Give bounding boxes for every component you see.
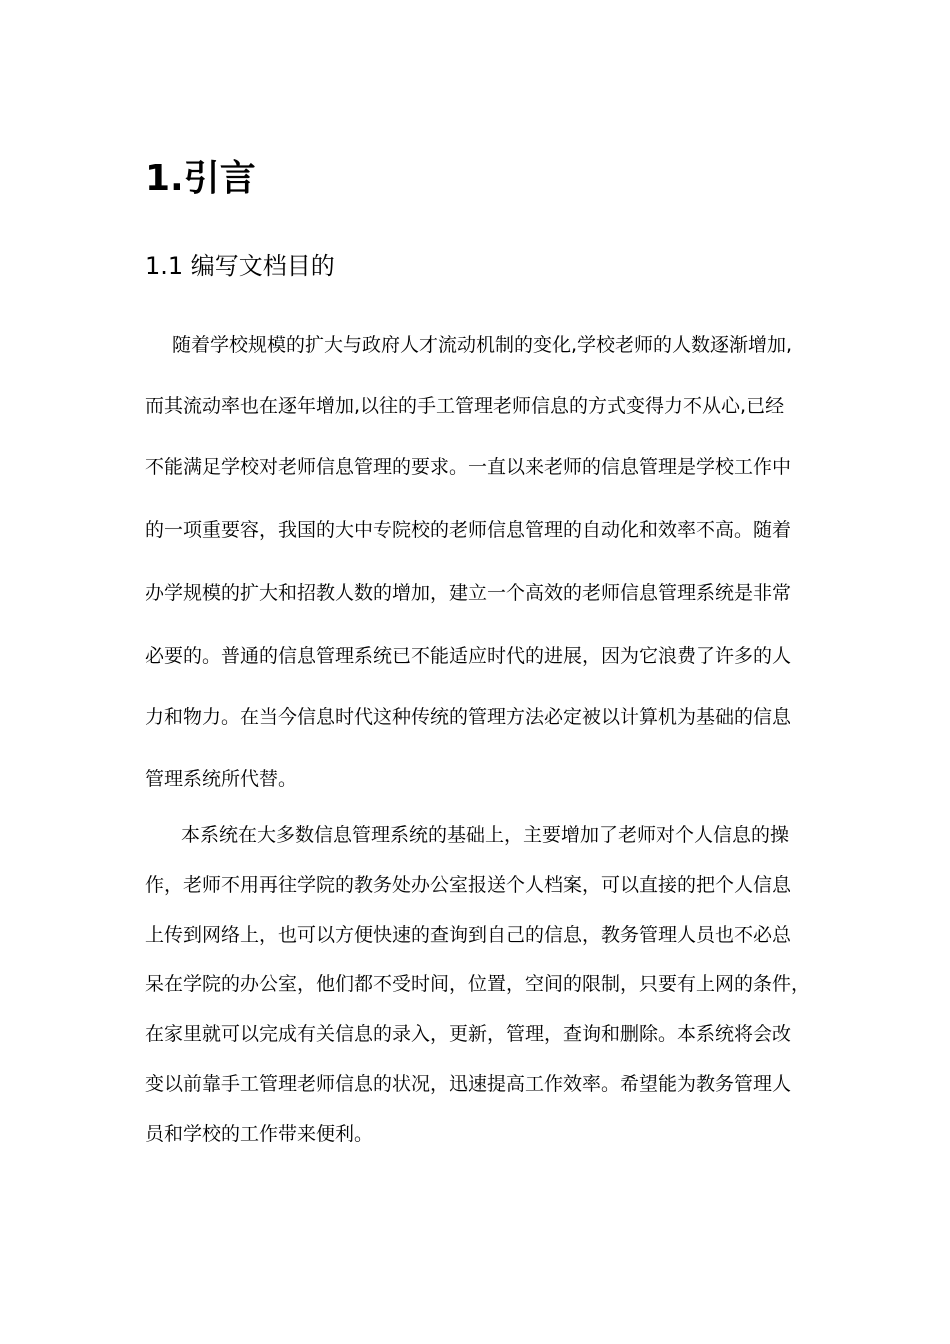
paragraph-line: 办学规模的扩大和招教人数的增加，建立一个高效的老师信息管理系统是非常 (145, 582, 792, 604)
paragraph-line: 的一项重要容，我国的大中专院校的老师信息管理的自动化和效率不高。随着 (145, 519, 792, 541)
paragraph-line: 而其流动率也在逐年增加,以往的手工管理老师信息的方式变得力不从心,已经 (145, 395, 785, 417)
paragraph-line: 本系统在大多数信息管理系统的基础上，主要增加了老师对个人信息的操 (181, 824, 790, 846)
paragraph-line: 作，老师不用再往学院的教务处办公室报送个人档案，可以直接的把个人信息 (145, 874, 792, 896)
paragraph-line: 管理系统所代替。 (145, 768, 298, 790)
paragraph-line: 力和物力。在当今信息时代这种传统的管理方法必定被以计算机为基础的信息 (145, 706, 792, 728)
paragraph-line: 随着学校规模的扩大与政府人才流动机制的变化,学校老师的人数逐渐增加, (172, 334, 793, 356)
paragraph-line: 上传到网络上，也可以方便快速的查询到自己的信息，教务管理人员也不必总 (145, 924, 792, 946)
paragraph-line: 在家里就可以完成有关信息的录入，更新，管理，查询和删除。本系统将会改 (145, 1023, 792, 1045)
chapter-heading: 1.引言 (145, 158, 256, 199)
section-heading: 1.1 编写文档目的 (145, 252, 335, 280)
paragraph-line: 必要的。普通的信息管理系统已不能适应时代的进展，因为它浪费了许多的人 (145, 645, 792, 667)
paragraph-line: 员和学校的工作带来便利。 (145, 1123, 374, 1145)
paragraph-line: 不能满足学校对老师信息管理的要求。一直以来老师的信息管理是学校工作中 (145, 456, 792, 478)
paragraph-line: 呆在学院的办公室，他们都不受时间，位置，空间的限制，只要有上网的条件， (145, 973, 811, 995)
paragraph-line: 变以前靠手工管理老师信息的状况，迅速提高工作效率。希望能为教务管理人 (145, 1073, 792, 1095)
